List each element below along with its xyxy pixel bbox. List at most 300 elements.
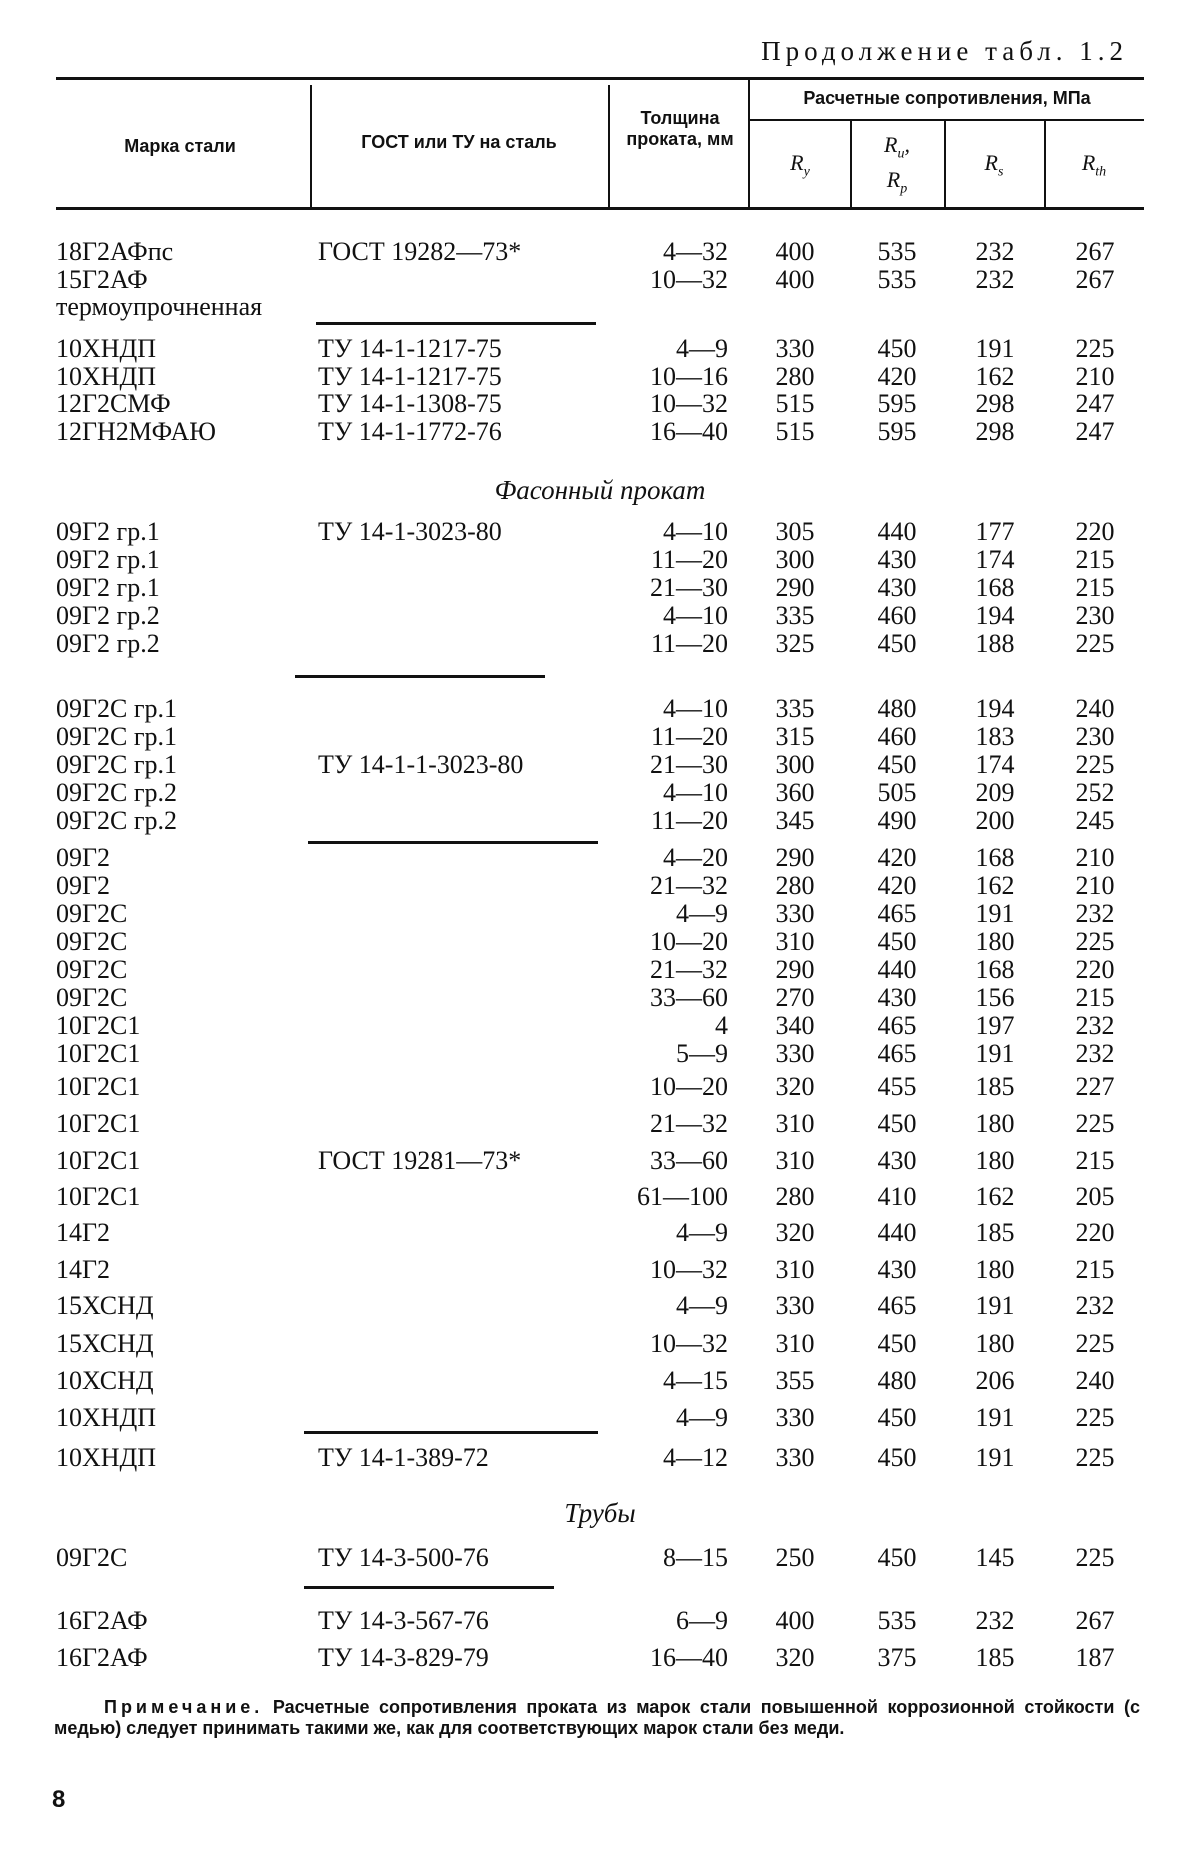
cell-standard: ГОСТ 19282—73* bbox=[318, 237, 522, 266]
cell-ru-value: 430 bbox=[877, 573, 917, 602]
cell-rth-value: 220 bbox=[1075, 1218, 1115, 1247]
cell-rth-value: 225 bbox=[1075, 334, 1115, 363]
cell-thickness: 4—10 bbox=[663, 694, 728, 723]
cell-ru-value: 450 bbox=[877, 629, 917, 658]
cell-grade: 10ХНДП bbox=[56, 1443, 157, 1472]
table-row bbox=[0, 362, 1200, 392]
cell-ru-value: 535 bbox=[877, 265, 917, 294]
cell-grade: 10ХСНД bbox=[56, 1366, 154, 1395]
header-sub-rule bbox=[748, 119, 1144, 121]
cell-ry-value: 330 bbox=[775, 1403, 815, 1432]
table-row bbox=[0, 1255, 1200, 1285]
cell-rth-value: 225 bbox=[1075, 1109, 1115, 1138]
cell-thickness: 4—9 bbox=[676, 1403, 728, 1432]
cell-rs-value: 191 bbox=[975, 1443, 1015, 1472]
note-text: Расчетные сопротивления проката из марок стали повышенной коррозионной стойкости (с медью) следует принимать такими же, как для соответствующих марок стали без меди. bbox=[54, 1697, 1140, 1738]
cell-thickness: 16—40 bbox=[650, 417, 728, 446]
cell-ru-value: 450 bbox=[877, 1403, 917, 1432]
cell-rs-value: 298 bbox=[975, 389, 1015, 418]
cell-ru-value: 450 bbox=[877, 1329, 917, 1358]
cell-grade: 15ХСНД bbox=[56, 1291, 154, 1320]
cell-grade: 10Г2С1 bbox=[56, 1182, 141, 1211]
cell-standard: ТУ 14-1-1308-75 bbox=[318, 389, 502, 418]
cell-rth-value: 247 bbox=[1075, 389, 1115, 418]
group-rule bbox=[316, 322, 596, 325]
cell-rs-value: 232 bbox=[975, 237, 1015, 266]
cell-rth-value: 187 bbox=[1075, 1643, 1115, 1672]
cell-rth-value: 215 bbox=[1075, 983, 1115, 1012]
cell-thickness: 4—32 bbox=[663, 237, 728, 266]
cell-rs-value: 145 bbox=[975, 1543, 1015, 1572]
cell-ru-value: 440 bbox=[877, 955, 917, 984]
cell-ru-value: 465 bbox=[877, 899, 917, 928]
cell-ru-value: 535 bbox=[877, 237, 917, 266]
cell-ry-value: 400 bbox=[775, 265, 815, 294]
cell-thickness: 11—20 bbox=[650, 629, 728, 658]
cell-ry-value: 330 bbox=[775, 899, 815, 928]
cell-ry-value: 290 bbox=[775, 573, 815, 602]
cell-rth-value: 227 bbox=[1075, 1072, 1115, 1101]
cell-rs-value: 188 bbox=[975, 629, 1015, 658]
cell-grade: 09Г2 гр.2 bbox=[56, 629, 160, 658]
cell-grade: 14Г2 bbox=[56, 1255, 111, 1284]
cell-ru-value: 450 bbox=[877, 1443, 917, 1472]
cell-rs-value: 168 bbox=[975, 955, 1015, 984]
cell-rs-value: 180 bbox=[975, 1109, 1015, 1138]
cell-thickness: 10—32 bbox=[650, 1255, 728, 1284]
cell-grade: 09Г2С bbox=[56, 983, 128, 1012]
cell-rs-value: 180 bbox=[975, 927, 1015, 956]
cell-thickness: 10—20 bbox=[650, 927, 728, 956]
cell-rth-value: 245 bbox=[1075, 806, 1115, 835]
cell-ry-value: 280 bbox=[775, 1182, 815, 1211]
header-ru-rp: $R_u$, $R_p$ bbox=[884, 132, 910, 197]
table-row bbox=[0, 843, 1200, 873]
cell-thickness: 5—9 bbox=[676, 1039, 728, 1068]
table-row bbox=[0, 1643, 1200, 1673]
table-row bbox=[0, 778, 1200, 808]
table-row bbox=[0, 1011, 1200, 1041]
cell-ry-value: 515 bbox=[775, 389, 815, 418]
cell-standard: ТУ 14-1-3023-80 bbox=[318, 517, 502, 546]
header-top-rule bbox=[56, 77, 1144, 80]
cell-ru-value: 465 bbox=[877, 1039, 917, 1068]
cell-ry-value: 270 bbox=[775, 983, 815, 1012]
cell-rs-value: 185 bbox=[975, 1072, 1015, 1101]
cell-ry-value: 290 bbox=[775, 843, 815, 872]
cell-thickness: 21—30 bbox=[650, 573, 728, 602]
cell-rth-value: 220 bbox=[1075, 517, 1115, 546]
cell-standard: ГОСТ 19281—73* bbox=[318, 1146, 522, 1175]
cell-ry-value: 310 bbox=[775, 1329, 815, 1358]
cell-rs-value: 162 bbox=[975, 1182, 1015, 1211]
cell-grade: термоупрочненная bbox=[56, 292, 263, 321]
table-row bbox=[0, 265, 1200, 295]
cell-rs-value: 174 bbox=[975, 545, 1015, 574]
cell-ry-value: 325 bbox=[775, 629, 815, 658]
cell-ry-value: 360 bbox=[775, 778, 815, 807]
cell-thickness: 6—9 bbox=[676, 1606, 728, 1635]
cell-grade: 09Г2С гр.1 bbox=[56, 694, 178, 723]
cell-grade: 10ХНДП bbox=[56, 334, 157, 363]
cell-ru-value: 450 bbox=[877, 1109, 917, 1138]
cell-thickness: 21—32 bbox=[650, 955, 728, 984]
table-row bbox=[0, 1443, 1200, 1473]
table-row bbox=[0, 417, 1200, 447]
cell-ry-value: 330 bbox=[775, 1443, 815, 1472]
cell-standard: ТУ 14-3-567-76 bbox=[318, 1606, 489, 1635]
cell-rth-value: 225 bbox=[1075, 750, 1115, 779]
cell-ry-value: 515 bbox=[775, 417, 815, 446]
cell-ru-value: 430 bbox=[877, 545, 917, 574]
cell-rs-value: 194 bbox=[975, 601, 1015, 630]
cell-rth-value: 225 bbox=[1075, 927, 1115, 956]
table-row bbox=[0, 694, 1200, 724]
table-row bbox=[0, 1291, 1200, 1321]
header-grade: Марка стали bbox=[124, 136, 236, 156]
cell-ru-value: 465 bbox=[877, 1011, 917, 1040]
cell-rth-value: 210 bbox=[1075, 362, 1115, 391]
cell-grade: 16Г2АФ bbox=[56, 1606, 148, 1635]
cell-rth-value: 230 bbox=[1075, 601, 1115, 630]
cell-ru-value: 505 bbox=[877, 778, 917, 807]
cell-rth-value: 225 bbox=[1075, 1403, 1115, 1432]
cell-rth-value: 215 bbox=[1075, 545, 1115, 574]
cell-ru-value: 535 bbox=[877, 1606, 917, 1635]
table-row bbox=[0, 601, 1200, 631]
cell-rs-value: 209 bbox=[975, 778, 1015, 807]
table-row bbox=[0, 927, 1200, 957]
cell-grade: 12ГН2МФАЮ bbox=[56, 417, 216, 446]
cell-ru-value: 420 bbox=[877, 362, 917, 391]
cell-grade: 09Г2С bbox=[56, 899, 128, 928]
cell-thickness: 33—60 bbox=[650, 983, 728, 1012]
cell-grade: 10Г2С1 bbox=[56, 1072, 141, 1101]
cell-thickness: 4—10 bbox=[663, 601, 728, 630]
cell-rs-value: 180 bbox=[975, 1255, 1015, 1284]
cell-rs-value: 298 bbox=[975, 417, 1015, 446]
table-row bbox=[0, 899, 1200, 929]
cell-grade: 15ХСНД bbox=[56, 1329, 154, 1358]
cell-rth-value: 232 bbox=[1075, 1011, 1115, 1040]
cell-ry-value: 345 bbox=[775, 806, 815, 835]
cell-rth-value: 240 bbox=[1075, 694, 1115, 723]
cell-ry-value: 335 bbox=[775, 694, 815, 723]
group-rule bbox=[304, 1586, 554, 1589]
header-standard: ГОСТ или ТУ на сталь bbox=[361, 132, 557, 152]
cell-ru-value: 460 bbox=[877, 601, 917, 630]
cell-rth-value: 220 bbox=[1075, 955, 1115, 984]
cell-standard: ТУ 14-3-829-79 bbox=[318, 1643, 489, 1672]
cell-rth-value: 267 bbox=[1075, 265, 1115, 294]
cell-ru-value: 595 bbox=[877, 417, 917, 446]
table-row bbox=[0, 1366, 1200, 1396]
table-row bbox=[0, 955, 1200, 985]
table-row bbox=[0, 1403, 1200, 1433]
cell-ru-value: 465 bbox=[877, 1291, 917, 1320]
cell-thickness: 16—40 bbox=[650, 1643, 728, 1672]
cell-ru-value: 420 bbox=[877, 843, 917, 872]
cell-thickness: 4—9 bbox=[676, 1291, 728, 1320]
cell-ry-value: 320 bbox=[775, 1643, 815, 1672]
page-number: 8 bbox=[52, 1786, 66, 1813]
cell-rth-value: 252 bbox=[1075, 778, 1115, 807]
cell-grade: 09Г2 bbox=[56, 871, 111, 900]
cell-ru-value: 430 bbox=[877, 1146, 917, 1175]
table-row bbox=[0, 237, 1200, 267]
cell-grade: 09Г2 bbox=[56, 843, 111, 872]
table-row bbox=[0, 1543, 1200, 1573]
cell-ru-value: 410 bbox=[877, 1182, 917, 1211]
cell-ru-value: 480 bbox=[877, 1366, 917, 1395]
cell-rs-value: 177 bbox=[975, 517, 1015, 546]
cell-ru-value: 480 bbox=[877, 694, 917, 723]
table-note bbox=[54, 1697, 1140, 1739]
cell-thickness: 4—9 bbox=[676, 1218, 728, 1247]
cell-ry-value: 300 bbox=[775, 545, 815, 574]
header-ry: $R_y$ bbox=[790, 150, 810, 180]
cell-standard: ТУ 14-1-1217-75 bbox=[318, 334, 502, 363]
cell-ru-value: 455 bbox=[877, 1072, 917, 1101]
cell-rs-value: 232 bbox=[975, 1606, 1015, 1635]
cell-ry-value: 355 bbox=[775, 1366, 815, 1395]
cell-rs-value: 185 bbox=[975, 1643, 1015, 1672]
cell-rs-value: 206 bbox=[975, 1366, 1015, 1395]
table-row bbox=[0, 1039, 1200, 1069]
cell-rs-value: 162 bbox=[975, 362, 1015, 391]
cell-grade: 09Г2 гр.1 bbox=[56, 545, 160, 574]
cell-ru-value: 375 bbox=[877, 1643, 917, 1672]
cell-ru-value: 450 bbox=[877, 750, 917, 779]
cell-thickness: 11—20 bbox=[650, 545, 728, 574]
cell-rs-value: 156 bbox=[975, 983, 1015, 1012]
cell-ru-value: 440 bbox=[877, 1218, 917, 1247]
cell-rth-value: 247 bbox=[1075, 417, 1115, 446]
header-divider-1 bbox=[310, 85, 312, 207]
cell-ry-value: 250 bbox=[775, 1543, 815, 1572]
cell-rs-value: 191 bbox=[975, 899, 1015, 928]
cell-ru-value: 490 bbox=[877, 806, 917, 835]
table-row bbox=[0, 983, 1200, 1013]
cell-grade: 09Г2С bbox=[56, 955, 128, 984]
table-row bbox=[0, 871, 1200, 901]
cell-rth-value: 205 bbox=[1075, 1182, 1115, 1211]
cell-rth-value: 215 bbox=[1075, 1146, 1115, 1175]
cell-grade: 09Г2С гр.1 bbox=[56, 750, 178, 779]
table-row bbox=[0, 1072, 1200, 1102]
cell-grade: 12Г2СМФ bbox=[56, 389, 171, 418]
cell-rth-value: 225 bbox=[1075, 1543, 1115, 1572]
cell-rth-value: 240 bbox=[1075, 1366, 1115, 1395]
cell-grade: 10ХНДП bbox=[56, 362, 157, 391]
header-rth: $R_{th}$ bbox=[1081, 150, 1107, 180]
cell-ry-value: 290 bbox=[775, 955, 815, 984]
cell-ru-value: 450 bbox=[877, 1543, 917, 1572]
cell-rs-value: 168 bbox=[975, 843, 1015, 872]
cell-thickness: 8—15 bbox=[663, 1543, 728, 1572]
cell-grade: 16Г2АФ bbox=[56, 1643, 148, 1672]
cell-rth-value: 210 bbox=[1075, 843, 1115, 872]
cell-rs-value: 200 bbox=[975, 806, 1015, 835]
cell-rth-value: 267 bbox=[1075, 1606, 1115, 1635]
cell-ry-value: 400 bbox=[775, 1606, 815, 1635]
header-resistance-group: Расчетные сопротивления, МПа bbox=[803, 88, 1091, 108]
cell-thickness: 4—20 bbox=[663, 843, 728, 872]
cell-rth-value: 230 bbox=[1075, 722, 1115, 751]
table-row bbox=[0, 1606, 1200, 1636]
table-row bbox=[0, 750, 1200, 780]
cell-rth-value: 232 bbox=[1075, 899, 1115, 928]
cell-standard: ТУ 14-1-1772-76 bbox=[318, 417, 502, 446]
cell-rs-value: 162 bbox=[975, 871, 1015, 900]
note-lead: Примечание. bbox=[104, 1697, 264, 1717]
cell-thickness: 4—9 bbox=[676, 334, 728, 363]
cell-rs-value: 191 bbox=[975, 1039, 1015, 1068]
cell-thickness: 4—15 bbox=[663, 1366, 728, 1395]
cell-rs-value: 197 bbox=[975, 1011, 1015, 1040]
cell-grade: 09Г2С bbox=[56, 1543, 128, 1572]
cell-grade: 09Г2 гр.1 bbox=[56, 573, 160, 602]
cell-rth-value: 267 bbox=[1075, 237, 1115, 266]
cell-standard: ТУ 14-1-389-72 bbox=[318, 1443, 489, 1472]
cell-rth-value: 225 bbox=[1075, 1329, 1115, 1358]
table-caption: Продолжение табл. 1.2 bbox=[761, 36, 1128, 66]
cell-ru-value: 440 bbox=[877, 517, 917, 546]
section-shaped-steel: Фасонный прокат bbox=[494, 475, 706, 505]
table-row bbox=[0, 292, 1200, 322]
cell-ry-value: 310 bbox=[775, 1109, 815, 1138]
cell-ry-value: 320 bbox=[775, 1072, 815, 1101]
cell-thickness: 4—12 bbox=[663, 1443, 728, 1472]
table-row bbox=[0, 1146, 1200, 1176]
group-rule bbox=[295, 675, 545, 678]
cell-ry-value: 305 bbox=[775, 517, 815, 546]
table-row bbox=[0, 1218, 1200, 1248]
cell-thickness: 61—100 bbox=[637, 1182, 728, 1211]
cell-ru-value: 595 bbox=[877, 389, 917, 418]
cell-ry-value: 310 bbox=[775, 1255, 815, 1284]
cell-grade: 10Г2С1 bbox=[56, 1039, 141, 1068]
table-row bbox=[0, 389, 1200, 419]
cell-grade: 09Г2 гр.1 bbox=[56, 517, 160, 546]
cell-thickness: 10—32 bbox=[650, 265, 728, 294]
cell-rth-value: 232 bbox=[1075, 1291, 1115, 1320]
cell-thickness: 33—60 bbox=[650, 1146, 728, 1175]
cell-ru-value: 460 bbox=[877, 722, 917, 751]
header-divider-2 bbox=[608, 85, 610, 207]
table-row bbox=[0, 1182, 1200, 1212]
cell-rth-value: 210 bbox=[1075, 871, 1115, 900]
cell-standard: ТУ 14-1-1217-75 bbox=[318, 362, 502, 391]
table-row bbox=[0, 806, 1200, 836]
cell-rth-value: 232 bbox=[1075, 1039, 1115, 1068]
cell-rs-value: 191 bbox=[975, 1403, 1015, 1432]
cell-rs-value: 191 bbox=[975, 334, 1015, 363]
cell-rs-value: 183 bbox=[975, 722, 1015, 751]
cell-ry-value: 310 bbox=[775, 1146, 815, 1175]
cell-ru-value: 450 bbox=[877, 927, 917, 956]
cell-thickness: 10—20 bbox=[650, 1072, 728, 1101]
cell-rs-value: 174 bbox=[975, 750, 1015, 779]
cell-rth-value: 225 bbox=[1075, 1443, 1115, 1472]
cell-ry-value: 315 bbox=[775, 722, 815, 751]
table-row bbox=[0, 1329, 1200, 1359]
cell-rs-value: 180 bbox=[975, 1329, 1015, 1358]
table-row bbox=[0, 517, 1200, 547]
cell-ru-value: 420 bbox=[877, 871, 917, 900]
cell-ry-value: 330 bbox=[775, 334, 815, 363]
cell-ru-value: 430 bbox=[877, 983, 917, 1012]
cell-thickness: 4—9 bbox=[676, 899, 728, 928]
cell-rs-value: 168 bbox=[975, 573, 1015, 602]
table-row bbox=[0, 629, 1200, 659]
cell-grade: 09Г2С гр.2 bbox=[56, 778, 178, 807]
cell-ry-value: 330 bbox=[775, 1291, 815, 1320]
cell-thickness: 4—10 bbox=[663, 517, 728, 546]
cell-rs-value: 194 bbox=[975, 694, 1015, 723]
section-pipes: Трубы bbox=[564, 1498, 636, 1528]
cell-grade: 09Г2С bbox=[56, 927, 128, 956]
cell-ry-value: 310 bbox=[775, 927, 815, 956]
cell-rs-value: 191 bbox=[975, 1291, 1015, 1320]
table-row bbox=[0, 573, 1200, 603]
cell-ry-value: 400 bbox=[775, 237, 815, 266]
header-thickness: Толщина проката, мм bbox=[626, 108, 734, 149]
table-row bbox=[0, 545, 1200, 575]
cell-thickness: 11—20 bbox=[650, 722, 728, 751]
cell-rth-value: 215 bbox=[1075, 573, 1115, 602]
cell-standard: ТУ 14-3-500-76 bbox=[318, 1543, 489, 1572]
cell-ry-value: 340 bbox=[775, 1011, 815, 1040]
cell-grade: 10Г2С1 bbox=[56, 1146, 141, 1175]
cell-grade: 14Г2 bbox=[56, 1218, 111, 1247]
cell-thickness: 21—30 bbox=[650, 750, 728, 779]
table-row bbox=[0, 722, 1200, 752]
cell-rth-value: 215 bbox=[1075, 1255, 1115, 1284]
cell-grade: 09Г2С гр.2 bbox=[56, 806, 178, 835]
cell-grade: 15Г2АФ bbox=[56, 265, 148, 294]
cell-ry-value: 280 bbox=[775, 871, 815, 900]
cell-rs-value: 232 bbox=[975, 265, 1015, 294]
cell-ru-value: 430 bbox=[877, 1255, 917, 1284]
cell-grade: 18Г2АФпс bbox=[56, 237, 174, 266]
header-divider-3 bbox=[748, 80, 750, 207]
cell-rs-value: 180 bbox=[975, 1146, 1015, 1175]
cell-grade: 09Г2С гр.1 bbox=[56, 722, 178, 751]
cell-thickness: 21—32 bbox=[650, 1109, 728, 1138]
cell-grade: 10Г2С1 bbox=[56, 1109, 141, 1138]
header-rs: $R_s$ bbox=[984, 150, 1004, 180]
cell-rs-value: 185 bbox=[975, 1218, 1015, 1247]
cell-thickness: 21—32 bbox=[650, 871, 728, 900]
cell-grade: 09Г2 гр.2 bbox=[56, 601, 160, 630]
cell-thickness: 10—32 bbox=[650, 389, 728, 418]
cell-thickness: 10—32 bbox=[650, 1329, 728, 1358]
cell-thickness: 10—16 bbox=[650, 362, 728, 391]
cell-ry-value: 335 bbox=[775, 601, 815, 630]
cell-rth-value: 225 bbox=[1075, 629, 1115, 658]
cell-ry-value: 280 bbox=[775, 362, 815, 391]
cell-thickness: 4—10 bbox=[663, 778, 728, 807]
cell-ry-value: 330 bbox=[775, 1039, 815, 1068]
table-row bbox=[0, 1109, 1200, 1139]
header-bottom-rule bbox=[56, 207, 1144, 210]
table-row bbox=[0, 334, 1200, 364]
cell-thickness: 4 bbox=[715, 1011, 728, 1040]
cell-grade: 10ХНДП bbox=[56, 1403, 157, 1432]
cell-ry-value: 300 bbox=[775, 750, 815, 779]
cell-standard: ТУ 14-1-1-3023-80 bbox=[318, 750, 524, 779]
